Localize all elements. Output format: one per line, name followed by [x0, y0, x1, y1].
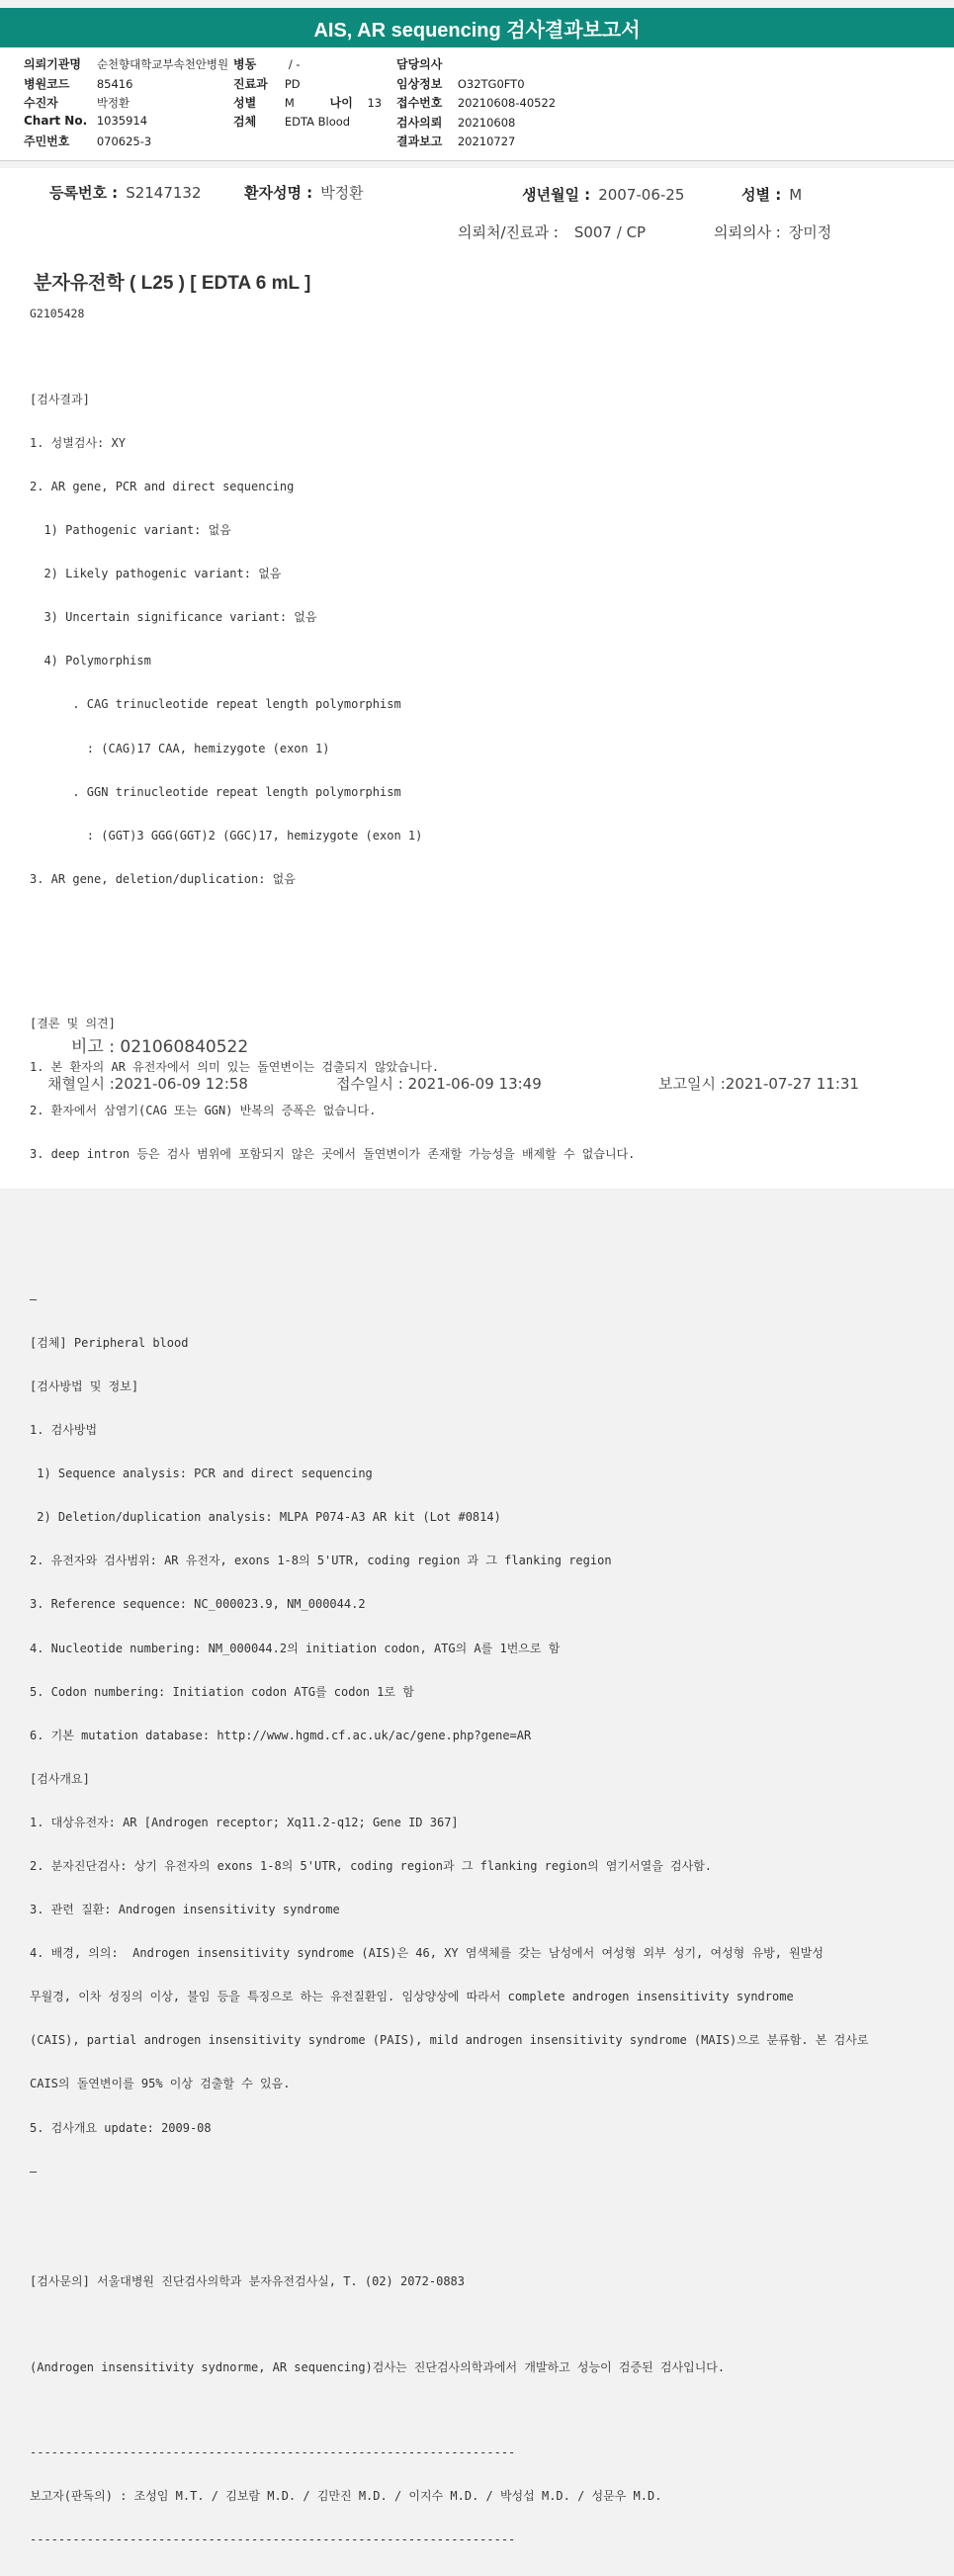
patient-name	[244, 182, 364, 203]
receipt-no-label: 접수번호	[396, 96, 443, 110]
report-time	[658, 1073, 859, 1094]
receipt-time-value: 2021-06-09 13:49	[407, 1075, 542, 1093]
method-line: 5. Codon numbering: Initiation codon ATG를 codon 1로 함	[30, 1684, 414, 1699]
conclusion-line: 1. 본 환자의 AR 유전자에서 의미 있는 돌연변이는 검출되지 않았습니다.	[30, 1060, 440, 1075]
result-line: . GGN trinucleotide repeat length polymorphism	[30, 784, 401, 799]
specimen-field	[233, 113, 350, 130]
reporters-line: 보고자(판독의) : 조성임 M.T. / 김보람 M.D. / 김만진 M.D. / 이지수 M.D. / 박성섭 M.D. / 성문우 M.D.	[30, 2488, 662, 2503]
method-line: 4. 배경, 의의: Androgen insensitivity syndrome (AIS)은 46, XY 염색체를 갖는 남성에서 여성형 외부 성기, 여성형 유방, 원발성	[30, 1946, 824, 1961]
request-date-value: 20210608	[457, 116, 516, 130]
report-title-bar	[0, 8, 954, 47]
request-info-panel	[0, 47, 954, 161]
result-line: 1. 성별검사: XY	[30, 435, 126, 450]
conclusion-line: 2. 환자에서 삼염기(CAG 또는 GGN) 반복의 증폭은 없습니다.	[30, 1104, 377, 1118]
method-line: —	[30, 1291, 38, 1306]
method-line: 2. 분자진단검사: 상기 유전자의 exons 1-8의 5'UTR, coding region과 그 flanking region의 염기서열을 검사함.	[30, 1858, 713, 1873]
requesting-doctor	[714, 222, 831, 242]
report-sheet	[0, 168, 954, 2546]
method-line: 6. 기본 mutation database: http://www.hgmd.cf.ac.uk/ac/gene.php?gene=AR	[30, 1728, 532, 1742]
registration-no-value: S2147132	[126, 184, 202, 202]
method-line: 1. 대상유전자: AR [Androgen receptor; Xq11.2-q12; Gene ID 367]	[30, 1815, 459, 1829]
test-title: 분자유전학 ( L25 ) [ EDTA 6 mL ]	[34, 273, 311, 294]
method-section	[30, 1263, 949, 2207]
ward-value: / -	[288, 57, 301, 71]
chart-no-field	[24, 114, 147, 128]
inquiry-contact: [검사문의] 서울대병원 진단검사의학과 분자유전검사실, T. (02) 2072-0883	[30, 2273, 466, 2288]
method-line: 3. 관련 질환: Androgen insensitivity syndrome	[30, 1903, 340, 1917]
conclusion-line: 3. deep intron 등은 검사 범위에 포함되지 않은 곳에서 돌연변이가 존재할 가능성을 배제할 수 없습니다.	[30, 1147, 636, 1162]
requesting-dept-value: S007 / CP	[573, 223, 647, 241]
result-line: : (GGT)3 GGG(GGT)2 (GGC)17, hemizygote (exon 1)	[30, 828, 423, 843]
report-time-label: 보고일시 :	[658, 1075, 726, 1093]
method-line: CAIS의 돌연변이를 95% 이상 검출할 수 있음.	[30, 2077, 291, 2091]
dept-label: 진료과	[233, 77, 268, 91]
result-line: 2) Likely pathogenic variant: 없음	[30, 567, 282, 581]
remark-label: 비고 :	[71, 1037, 115, 1057]
receipt-no-field	[396, 94, 556, 111]
collection-time-label: 채혈일시 :	[47, 1075, 115, 1093]
requesting-doctor-value: 장미정	[788, 223, 832, 241]
birth-date-value: 2007-06-25	[598, 186, 685, 204]
result-line: 4) Polymorphism	[30, 654, 151, 668]
separator-line: --------------------------------------------------------------------	[30, 2532, 516, 2546]
result-line: [검사결과]	[30, 392, 90, 406]
validation-note: (Androgen insensitivity sydnorme, AR sequencing)검사는 진단검사의학과에서 개발하고 성능이 검증된 검사입니다.	[30, 2360, 726, 2375]
remark-value: 021060840522	[120, 1037, 249, 1057]
requesting-dept	[458, 222, 646, 242]
doctor-field	[396, 55, 458, 72]
clinical-info-field	[396, 75, 525, 92]
report-body	[30, 334, 949, 2576]
chart-no-label: Chart No.	[24, 114, 88, 128]
conclusion-line: [결론 및 의견]	[30, 1017, 116, 1031]
request-date-field	[396, 114, 515, 131]
method-line: —	[30, 2164, 38, 2178]
result-line: . CAG trinucleotide repeat length polymorphism	[30, 697, 401, 712]
institution-value: 순천향대학교부속천안병원	[96, 57, 229, 71]
receipt-time	[336, 1073, 542, 1094]
registration-no-label: 등록번호 :	[49, 184, 119, 202]
method-line: 4. Nucleotide numbering: NM_000044.2의 initiation codon, ATG의 A를 1번으로 함	[30, 1641, 561, 1655]
institution-field	[24, 55, 228, 72]
method-line: 1. 검사방법	[30, 1423, 98, 1438]
method-line: (CAIS), partial androgen insensitivity syndrome (PAIS), mild androgen insensitivity syndrome (MAIS)으로 분류함. 본 검사로	[30, 2033, 869, 2048]
patient-sex	[741, 184, 802, 205]
method-line: 1) Sequence analysis: PCR and direct sequencing	[30, 1466, 373, 1481]
hospital-code-field	[24, 75, 132, 92]
method-line: 무월경, 이차 성징의 이상, 불임 등을 특징으로 하는 유전질환임. 임상양상에 따라서 complete androgen insensitivity syndrome	[30, 1990, 794, 2004]
dept-value: PD	[284, 77, 301, 91]
result-line: 3. AR gene, deletion/duplication: 없음	[30, 871, 296, 886]
separator-line: --------------------------------------------------------------------	[30, 2444, 516, 2459]
institution-label: 의뢰기관명	[24, 57, 81, 71]
method-line: 2) Deletion/duplication analysis: MLPA P074-A3 AR kit (Lot #0814)	[30, 1510, 501, 1525]
method-line: [검사개요]	[30, 1771, 90, 1786]
sample-code: G2105428	[30, 307, 85, 320]
specimen-value: EDTA Blood	[284, 115, 351, 129]
report-time-value: 2021-07-27 11:31	[725, 1075, 859, 1093]
document-title: AIS, AR sequencing 검사결과보고서	[313, 19, 641, 42]
age-label: 나이	[329, 96, 353, 110]
result-line: 3) Uncertain significance variant: 없음	[30, 610, 317, 625]
ward-field	[233, 55, 301, 72]
clinical-info-value: O32TG0FT0	[457, 77, 525, 91]
request-date-label: 검사의뢰	[396, 116, 443, 130]
result-line: 1) Pathogenic variant: 없음	[30, 523, 231, 538]
patient-name-label: 환자성명 :	[244, 184, 313, 202]
ward-label: 병동	[233, 57, 257, 71]
collector-field	[24, 94, 130, 111]
requesting-doctor-label: 의뢰의사 :	[714, 223, 781, 241]
method-line: [검사방법 및 정보]	[30, 1378, 139, 1393]
sex-label: 성별	[233, 96, 257, 110]
hospital-code-label: 병원코드	[24, 77, 70, 91]
remark	[71, 1032, 248, 1057]
collection-time-value: 2021-06-09 12:58	[114, 1075, 248, 1093]
collector-value: 박정환	[96, 96, 130, 110]
birth-date-label: 생년월일 :	[522, 186, 591, 204]
dept-field	[233, 75, 301, 92]
patient-name-value: 박정환	[320, 184, 364, 202]
resident-no-label: 주민번호	[24, 134, 70, 148]
resident-no-value: 070625-3	[96, 134, 152, 148]
specimen-label: 검체	[233, 115, 257, 129]
patient-sex-value: M	[789, 186, 803, 204]
resident-no-field	[24, 133, 151, 149]
doctor-label: 담당의사	[396, 57, 443, 71]
result-line: 2. AR gene, PCR and direct sequencing	[30, 480, 295, 493]
result-section	[30, 363, 949, 916]
method-line: 3. Reference sequence: NC_000023.9, NM_000044.2	[30, 1597, 366, 1612]
collection-time	[47, 1073, 248, 1094]
age-value: 13	[367, 96, 383, 110]
sex-value: M	[284, 96, 295, 110]
report-date-label: 결과보고	[396, 134, 443, 148]
patient-sex-label: 성별 :	[741, 186, 782, 204]
method-line: 2. 유전자와 검사범위: AR 유전자, exons 1-8의 5'UTR, coding region 과 그 flanking region	[30, 1554, 612, 1568]
hospital-code-value: 85416	[96, 77, 133, 91]
clinical-info-label: 임상정보	[396, 77, 443, 91]
method-line: [검체] Peripheral blood	[30, 1335, 189, 1350]
result-line: : (CAG)17 CAA, hemizygote (exon 1)	[30, 741, 330, 755]
receipt-time-label: 접수일시 :	[336, 1075, 403, 1093]
receipt-no-value: 20210608-40522	[457, 96, 557, 110]
birth-date	[522, 184, 684, 205]
report-date-field	[396, 133, 515, 149]
sex-field	[233, 94, 382, 111]
collector-label: 수진자	[24, 96, 58, 110]
report-date-value: 20210727	[457, 134, 516, 148]
registration-no	[49, 182, 202, 203]
requesting-dept-label: 의뢰처/진료과 :	[458, 223, 559, 241]
method-line: 5. 검사개요 update: 2009-08	[30, 2120, 212, 2135]
chart-no-value: 1035914	[96, 114, 148, 128]
